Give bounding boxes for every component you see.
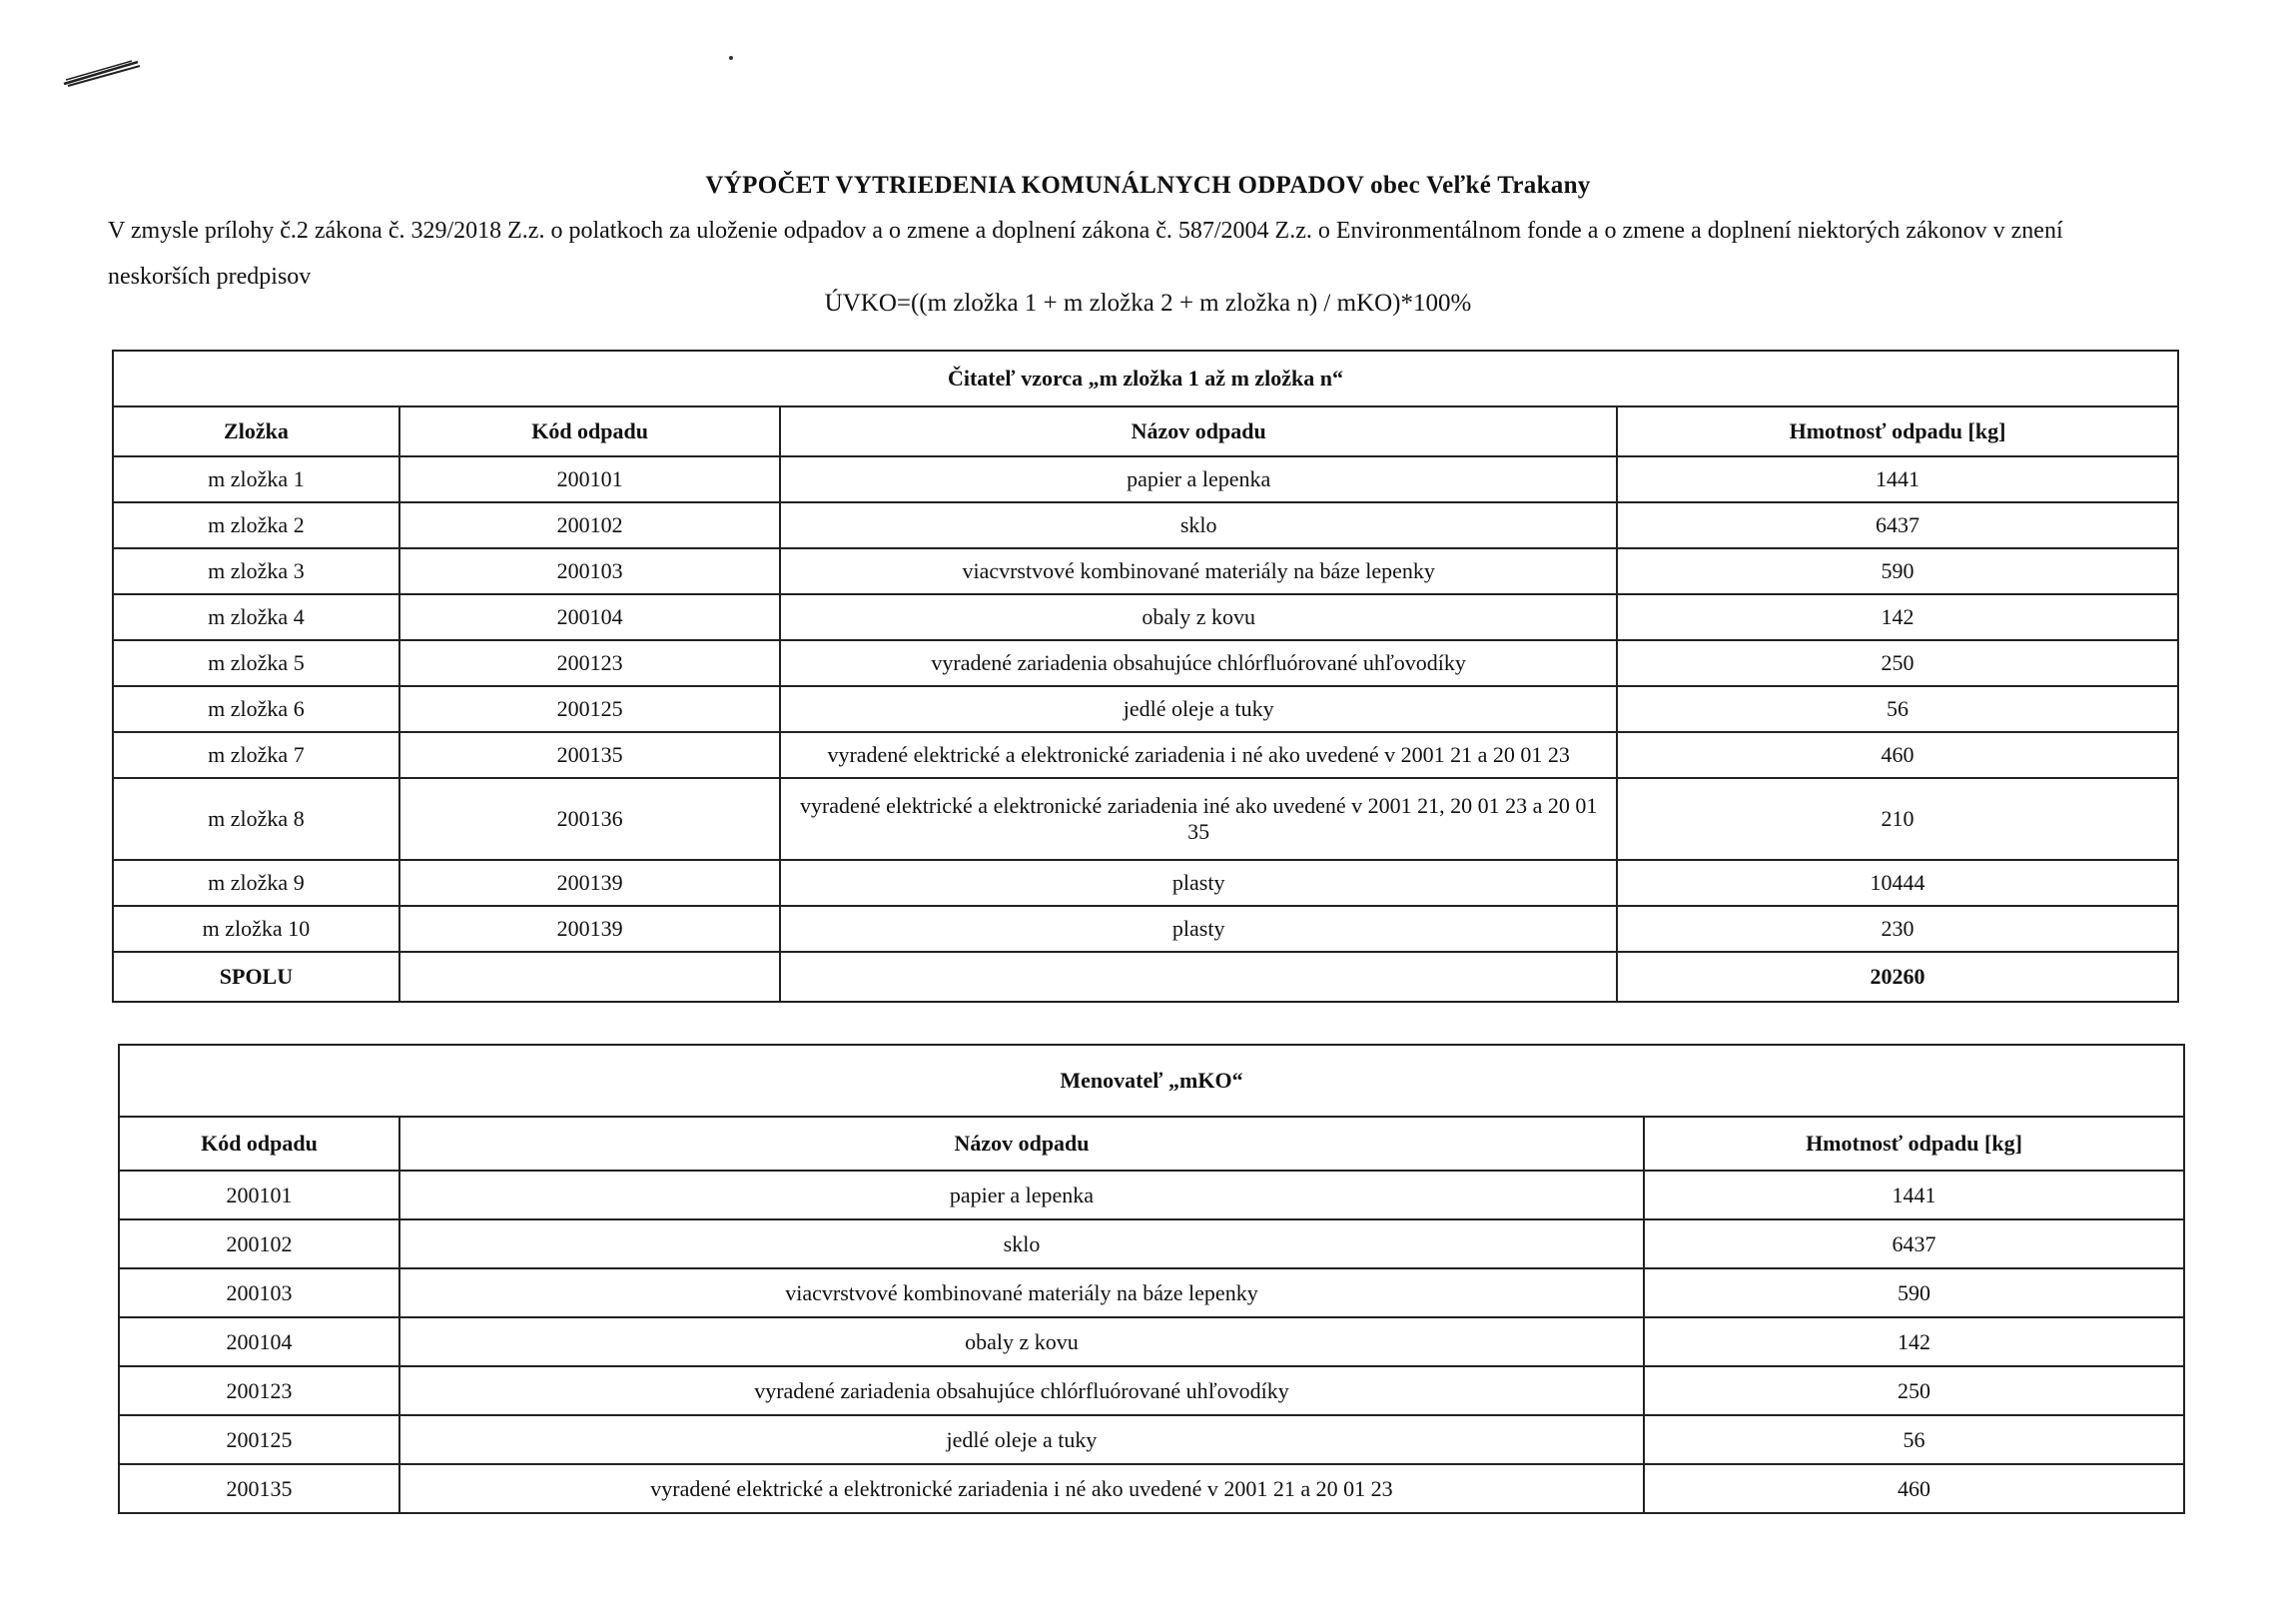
cell-name: jedlé oleje a tuky (780, 686, 1617, 732)
cell-mass: 56 (1617, 686, 2178, 732)
cell-mass: 590 (1644, 1268, 2184, 1317)
header-code: Kód odpadu (119, 1117, 399, 1171)
header-component: Zložka (113, 406, 399, 456)
cell-name: viacvrstvové kombinované materiály na báze lepenky (399, 1268, 1644, 1317)
cell-code: 200125 (119, 1415, 399, 1464)
cell-component: m zložka 8 (113, 778, 399, 860)
cell-name: jedlé oleje a tuky (399, 1415, 1644, 1464)
total-code-empty (399, 952, 780, 1002)
cell-name: plasty (780, 906, 1617, 952)
table-row (119, 1317, 2184, 1366)
cell-name: papier a lepenka (780, 456, 1617, 502)
cell-mass: 6437 (1644, 1219, 2184, 1268)
cell-component: m zložka 1 (113, 456, 399, 502)
total-name-empty (780, 952, 1617, 1002)
cell-code: 200102 (399, 502, 780, 548)
cell-name: obaly z kovu (780, 594, 1617, 640)
total-mass: 20260 (1617, 952, 2178, 1002)
cell-name: sklo (780, 502, 1617, 548)
table-row (119, 1415, 2184, 1464)
table-row (119, 1366, 2184, 1415)
cell-code: 200139 (399, 860, 780, 906)
table-row (113, 860, 2178, 906)
cell-code: 200103 (119, 1268, 399, 1317)
cell-component: m zložka 10 (113, 906, 399, 952)
cell-component: m zložka 5 (113, 640, 399, 686)
total-row (113, 952, 2178, 1002)
cell-code: 200103 (399, 548, 780, 594)
total-label: SPOLU (113, 952, 399, 1002)
cell-code: 200135 (119, 1464, 399, 1513)
cell-mass: 250 (1617, 640, 2178, 686)
formula: ÚVKO=((m zložka 1 + m zložka 2 + m zložka n) / mKO)*100% (824, 290, 1472, 317)
header-mass: Hmotnosť odpadu [kg] (1644, 1117, 2184, 1171)
cell-mass: 210 (1617, 778, 2178, 860)
header-name: Názov odpadu (780, 406, 1617, 456)
cell-component: m zložka 2 (113, 502, 399, 548)
cell-code: 200101 (119, 1171, 399, 1219)
table-row (113, 594, 2178, 640)
cell-mass: 10444 (1617, 860, 2178, 906)
cell-mass: 142 (1617, 594, 2178, 640)
cell-mass: 590 (1617, 548, 2178, 594)
table-row (113, 502, 2178, 548)
table-row (113, 906, 2178, 952)
cell-mass: 250 (1644, 1366, 2184, 1415)
table-row (113, 778, 2178, 860)
cell-code: 200136 (399, 778, 780, 860)
header-mass: Hmotnosť odpadu [kg] (1617, 406, 2178, 456)
cell-name: vyradené zariadenia obsahujúce chlórfluórované uhľovodíky (780, 640, 1617, 686)
cell-component: m zložka 7 (113, 732, 399, 778)
legal-basis-text: V zmysle prílohy č.2 zákona č. 329/2018 Z.z. o polatkoch za uloženie odpadov a o zmene a doplnení zákona č. 587/2004 Z.z. o Environmentálnom fonde a o zmene a doplnení niektorých zákonov v znení neskorších predpisov (108, 218, 2063, 290)
speck-mark (729, 56, 733, 60)
cell-name: papier a lepenka (399, 1171, 1644, 1219)
cell-code: 200135 (399, 732, 780, 778)
cell-code: 200104 (399, 594, 780, 640)
table-row (113, 732, 2178, 778)
table-row (119, 1171, 2184, 1219)
cell-code: 200101 (399, 456, 780, 502)
cell-code: 200104 (119, 1317, 399, 1366)
denominator-caption: Menovateľ „mKO“ (119, 1045, 2184, 1117)
table-row (119, 1268, 2184, 1317)
cell-code: 200139 (399, 906, 780, 952)
table-row (113, 548, 2178, 594)
cell-code: 200102 (119, 1219, 399, 1268)
table-row (119, 1464, 2184, 1513)
cell-component: m zložka 6 (113, 686, 399, 732)
header-code: Kód odpadu (399, 406, 780, 456)
cell-mass: 460 (1617, 732, 2178, 778)
cell-code: 200123 (399, 640, 780, 686)
table-row (113, 456, 2178, 502)
cell-mass: 460 (1644, 1464, 2184, 1513)
cell-name: sklo (399, 1219, 1644, 1268)
cell-name: viacvrstvové kombinované materiály na báze lepenky (780, 548, 1617, 594)
cell-mass: 56 (1644, 1415, 2184, 1464)
header-name: Názov odpadu (399, 1117, 1644, 1171)
document-title: VÝPOČET VYTRIEDENIA KOMUNÁLNYCH ODPADOV obec Veľké Trakany (705, 172, 1591, 199)
cell-mass: 1441 (1644, 1171, 2184, 1219)
numerator-table (112, 350, 2179, 1003)
cell-name: obaly z kovu (399, 1317, 1644, 1366)
cell-code: 200123 (119, 1366, 399, 1415)
cell-mass: 230 (1617, 906, 2178, 952)
cell-name: vyradené elektrické a elektronické zariadenia iné ako uvedené v 2001 21, 20 01 23 a 20 01 35 (780, 778, 1617, 860)
table-row (113, 640, 2178, 686)
cell-name: vyradené elektrické a elektronické zariadenia i né ako uvedené v 2001 21 a 20 01 23 (399, 1464, 1644, 1513)
cell-mass: 6437 (1617, 502, 2178, 548)
cell-name: plasty (780, 860, 1617, 906)
cell-name: vyradené elektrické a elektronické zariadenia i né ako uvedené v 2001 21 a 20 01 23 (780, 732, 1617, 778)
numerator-caption: Čitateľ vzorca „m zložka 1 až m zložka n“ (113, 351, 2178, 406)
pen-scribble-mark (62, 58, 142, 88)
cell-component: m zložka 4 (113, 594, 399, 640)
cell-code: 200125 (399, 686, 780, 732)
cell-component: m zložka 3 (113, 548, 399, 594)
table-row (113, 686, 2178, 732)
cell-name: vyradené zariadenia obsahujúce chlórfluórované uhľovodíky (399, 1366, 1644, 1415)
denominator-table (118, 1044, 2185, 1514)
cell-component: m zložka 9 (113, 860, 399, 906)
cell-mass: 1441 (1617, 456, 2178, 502)
table-row (119, 1219, 2184, 1268)
cell-mass: 142 (1644, 1317, 2184, 1366)
